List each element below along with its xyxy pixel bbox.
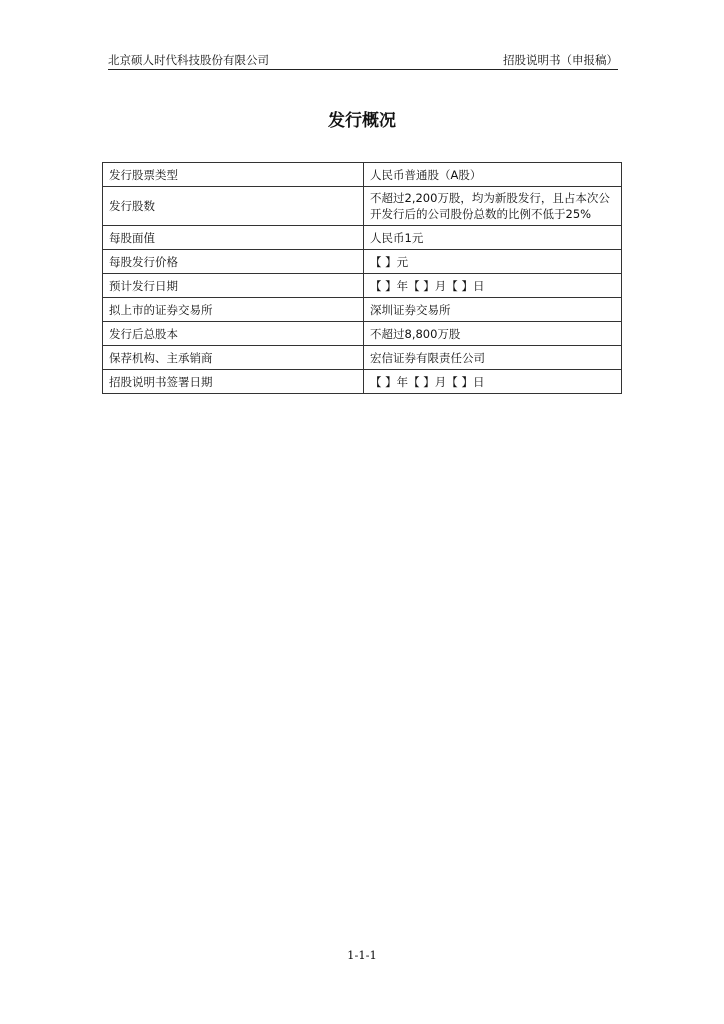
table-row — [103, 274, 622, 298]
row-value: 宏信证券有限责任公司 — [364, 346, 622, 370]
page-number: 1-1-1 — [347, 948, 377, 962]
offering-overview-table — [102, 162, 622, 394]
row-label: 发行股票类型 — [103, 163, 364, 187]
table-row — [103, 187, 622, 226]
row-label: 发行后总股本 — [103, 322, 364, 346]
row-value: 【 】元 — [364, 250, 622, 274]
table-row — [103, 370, 622, 394]
row-label: 预计发行日期 — [103, 274, 364, 298]
row-value: 不超过2,200万股，均为新股发行，且占本次公开发行后的公司股份总数的比例不低于25% — [364, 187, 622, 226]
row-label: 每股发行价格 — [103, 250, 364, 274]
table-row — [103, 250, 622, 274]
table-row — [103, 163, 622, 187]
row-label: 拟上市的证券交易所 — [103, 298, 364, 322]
table-row — [103, 298, 622, 322]
row-label: 招股说明书签署日期 — [103, 370, 364, 394]
header-rule — [108, 69, 618, 70]
row-value: 人民币普通股（A股） — [364, 163, 622, 187]
table-row — [103, 322, 622, 346]
header-company: 北京硕人时代科技股份有限公司 — [108, 53, 269, 67]
page-title: 发行概况 — [328, 111, 396, 131]
row-value: 深圳证券交易所 — [364, 298, 622, 322]
header-doc-type: 招股说明书（申报稿） — [503, 53, 618, 67]
page-header — [108, 50, 618, 70]
row-value: 人民币1元 — [364, 226, 622, 250]
table-row — [103, 346, 622, 370]
row-value: 【 】年【 】月【 】日 — [364, 274, 622, 298]
row-value: 【 】年【 】月【 】日 — [364, 370, 622, 394]
row-label: 每股面值 — [103, 226, 364, 250]
row-label: 保荐机构、主承销商 — [103, 346, 364, 370]
row-label: 发行股数 — [103, 187, 364, 226]
table-row — [103, 226, 622, 250]
row-value: 不超过8,800万股 — [364, 322, 622, 346]
